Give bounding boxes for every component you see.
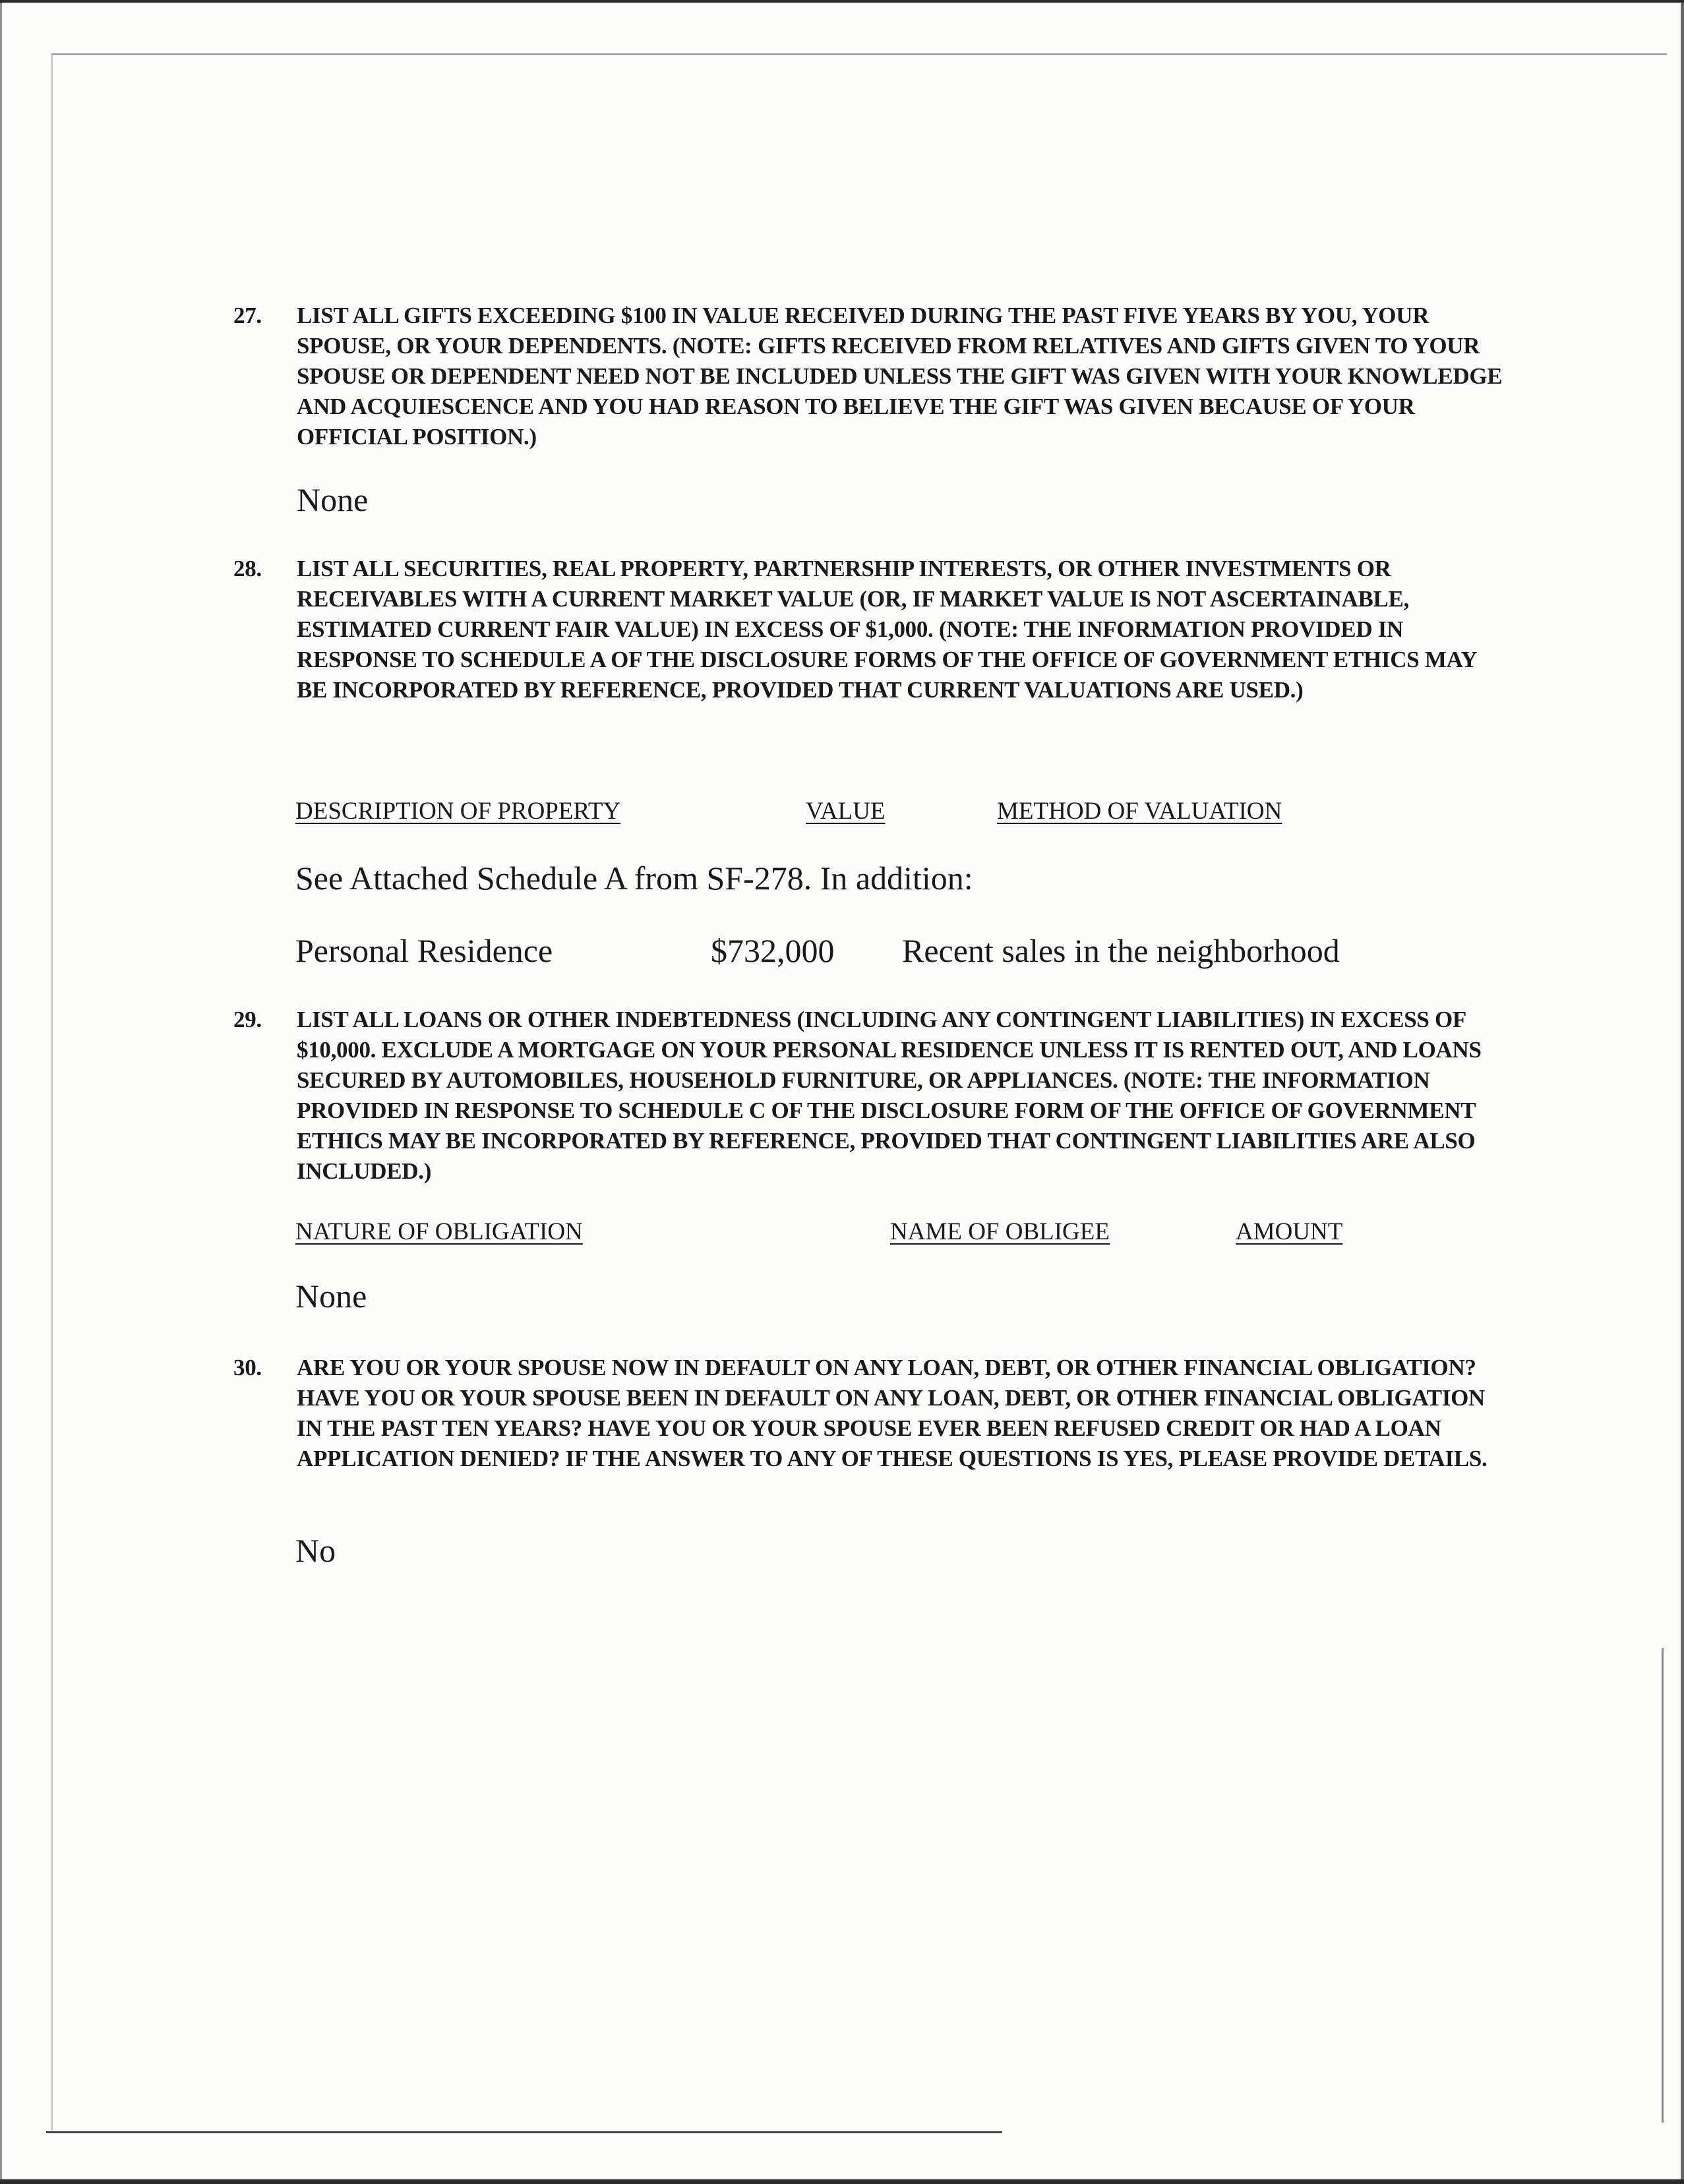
scan-top-edge	[0, 0, 1684, 3]
bottom-rule	[46, 2131, 1002, 2133]
column-header-value: VALUE	[806, 798, 886, 825]
answer-27: None	[297, 481, 369, 518]
column-header-obligee: NAME OF OBLIGEE	[890, 1218, 1110, 1245]
scan-right-edge	[1681, 0, 1684, 2184]
answer-29: None	[295, 1278, 367, 1314]
question-text: ARE YOU OR YOUR SPOUSE NOW IN DEFAULT ON ANY LOAN, DEBT, OR OTHER FINANCIAL OBLIGATION? HAVE YOU OR YOUR SPOUSE BEEN IN DEFAULT ON ANY LOAN, DEBT, OR OTHER FINANCIAL OBLIGATION IN THE PAST TEN YEARS? HAVE YOU OR YOUR SPOUSE EVER BEEN REFUSED CREDIT OR HAD A LOAN APPLICATION DENIED? IF THE ANSWER TO ANY OF THESE QUESTIONS IS YES, PLEASE PROVIDE DETAILS.	[297, 1355, 1488, 1471]
scan-left-edge	[0, 0, 2, 2184]
question-number: 30.	[233, 1355, 262, 1380]
column-header-description: DESCRIPTION OF PROPERTY	[295, 798, 621, 825]
column-header-amount: AMOUNT	[1236, 1218, 1343, 1245]
question-number: 28.	[233, 556, 262, 581]
left-margin-line	[51, 54, 53, 2131]
column-header-method: METHOD OF VALUATION	[997, 798, 1282, 825]
question-text: LIST ALL SECURITIES, REAL PROPERTY, PARTNERSHIP INTERESTS, OR OTHER INVESTMENTS OR RECEIVABLES WITH A CURRENT MARKET VALUE (OR, IF MARKET VALUE IS NOT ASCERTAINABLE, ESTIMATED CURRENT FAIR VALUE) IN EXCESS OF $1,000. (NOTE: THE INFORMATION PROVIDED IN RESPONSE TO SCHEDULE A OF THE DISCLOSURE FORMS OF THE OFFICE OF GOVERNMENT ETHICS MAY BE INCORPORATED BY REFERENCE, PROVIDED THAT CURRENT VALUATIONS ARE USED.)	[297, 556, 1477, 703]
question-number: 27.	[233, 303, 262, 328]
question-text: LIST ALL LOANS OR OTHER INDEBTEDNESS (INCLUDING ANY CONTINGENT LIABILITIES) IN EXCESS OF $10,000. EXCLUDE A MORTGAGE ON YOUR PERSONAL RESIDENCE UNLESS IT IS RENTED OUT, AND LOANS SECURED BY AUTOMOBILES, HOUSEHOLD FURNITURE, OR APPLIANCES. (NOTE: THE INFORMATION PROVIDED IN RESPONSE TO SCHEDULE C OF THE DISCLOSURE FORM OF THE OFFICE OF GOVERNMENT ETHICS MAY BE INCORPORATED BY REFERENCE, PROVIDED THAT CONTINGENT LIABILITIES ARE ALSO INCLUDED.)	[297, 1007, 1482, 1184]
question-number: 29.	[233, 1007, 262, 1032]
scan-bottom-edge	[0, 2179, 1684, 2184]
answer-30: No	[295, 1532, 336, 1569]
column-header-nature: NATURE OF OBLIGATION	[295, 1218, 583, 1245]
top-rule	[51, 53, 1667, 55]
property-method: Recent sales in the neighborhood	[902, 932, 1340, 969]
property-description: Personal Residence	[295, 932, 553, 969]
answer-28: See Attached Schedule A from SF-278. In addition:	[295, 860, 973, 897]
question-text: LIST ALL GIFTS EXCEEDING $100 IN VALUE RECEIVED DURING THE PAST FIVE YEARS BY YOU, YOUR SPOUSE, OR YOUR DEPENDENTS. (NOTE: GIFTS RECEIVED FROM RELATIVES AND GIFTS GIVEN TO YOUR SPOUSE OR DEPENDENT NEED NOT BE INCLUDED UNLESS THE GIFT WAS GIVEN WITH YOUR KNOWLEDGE AND ACQUIESCENCE AND YOU HAD REASON TO BELIEVE THE GIFT WAS GIVEN BECAUSE OF YOUR OFFICIAL POSITION.)	[297, 303, 1503, 450]
property-value: $732,000	[711, 932, 835, 969]
right-margin-line	[1662, 1648, 1664, 2123]
